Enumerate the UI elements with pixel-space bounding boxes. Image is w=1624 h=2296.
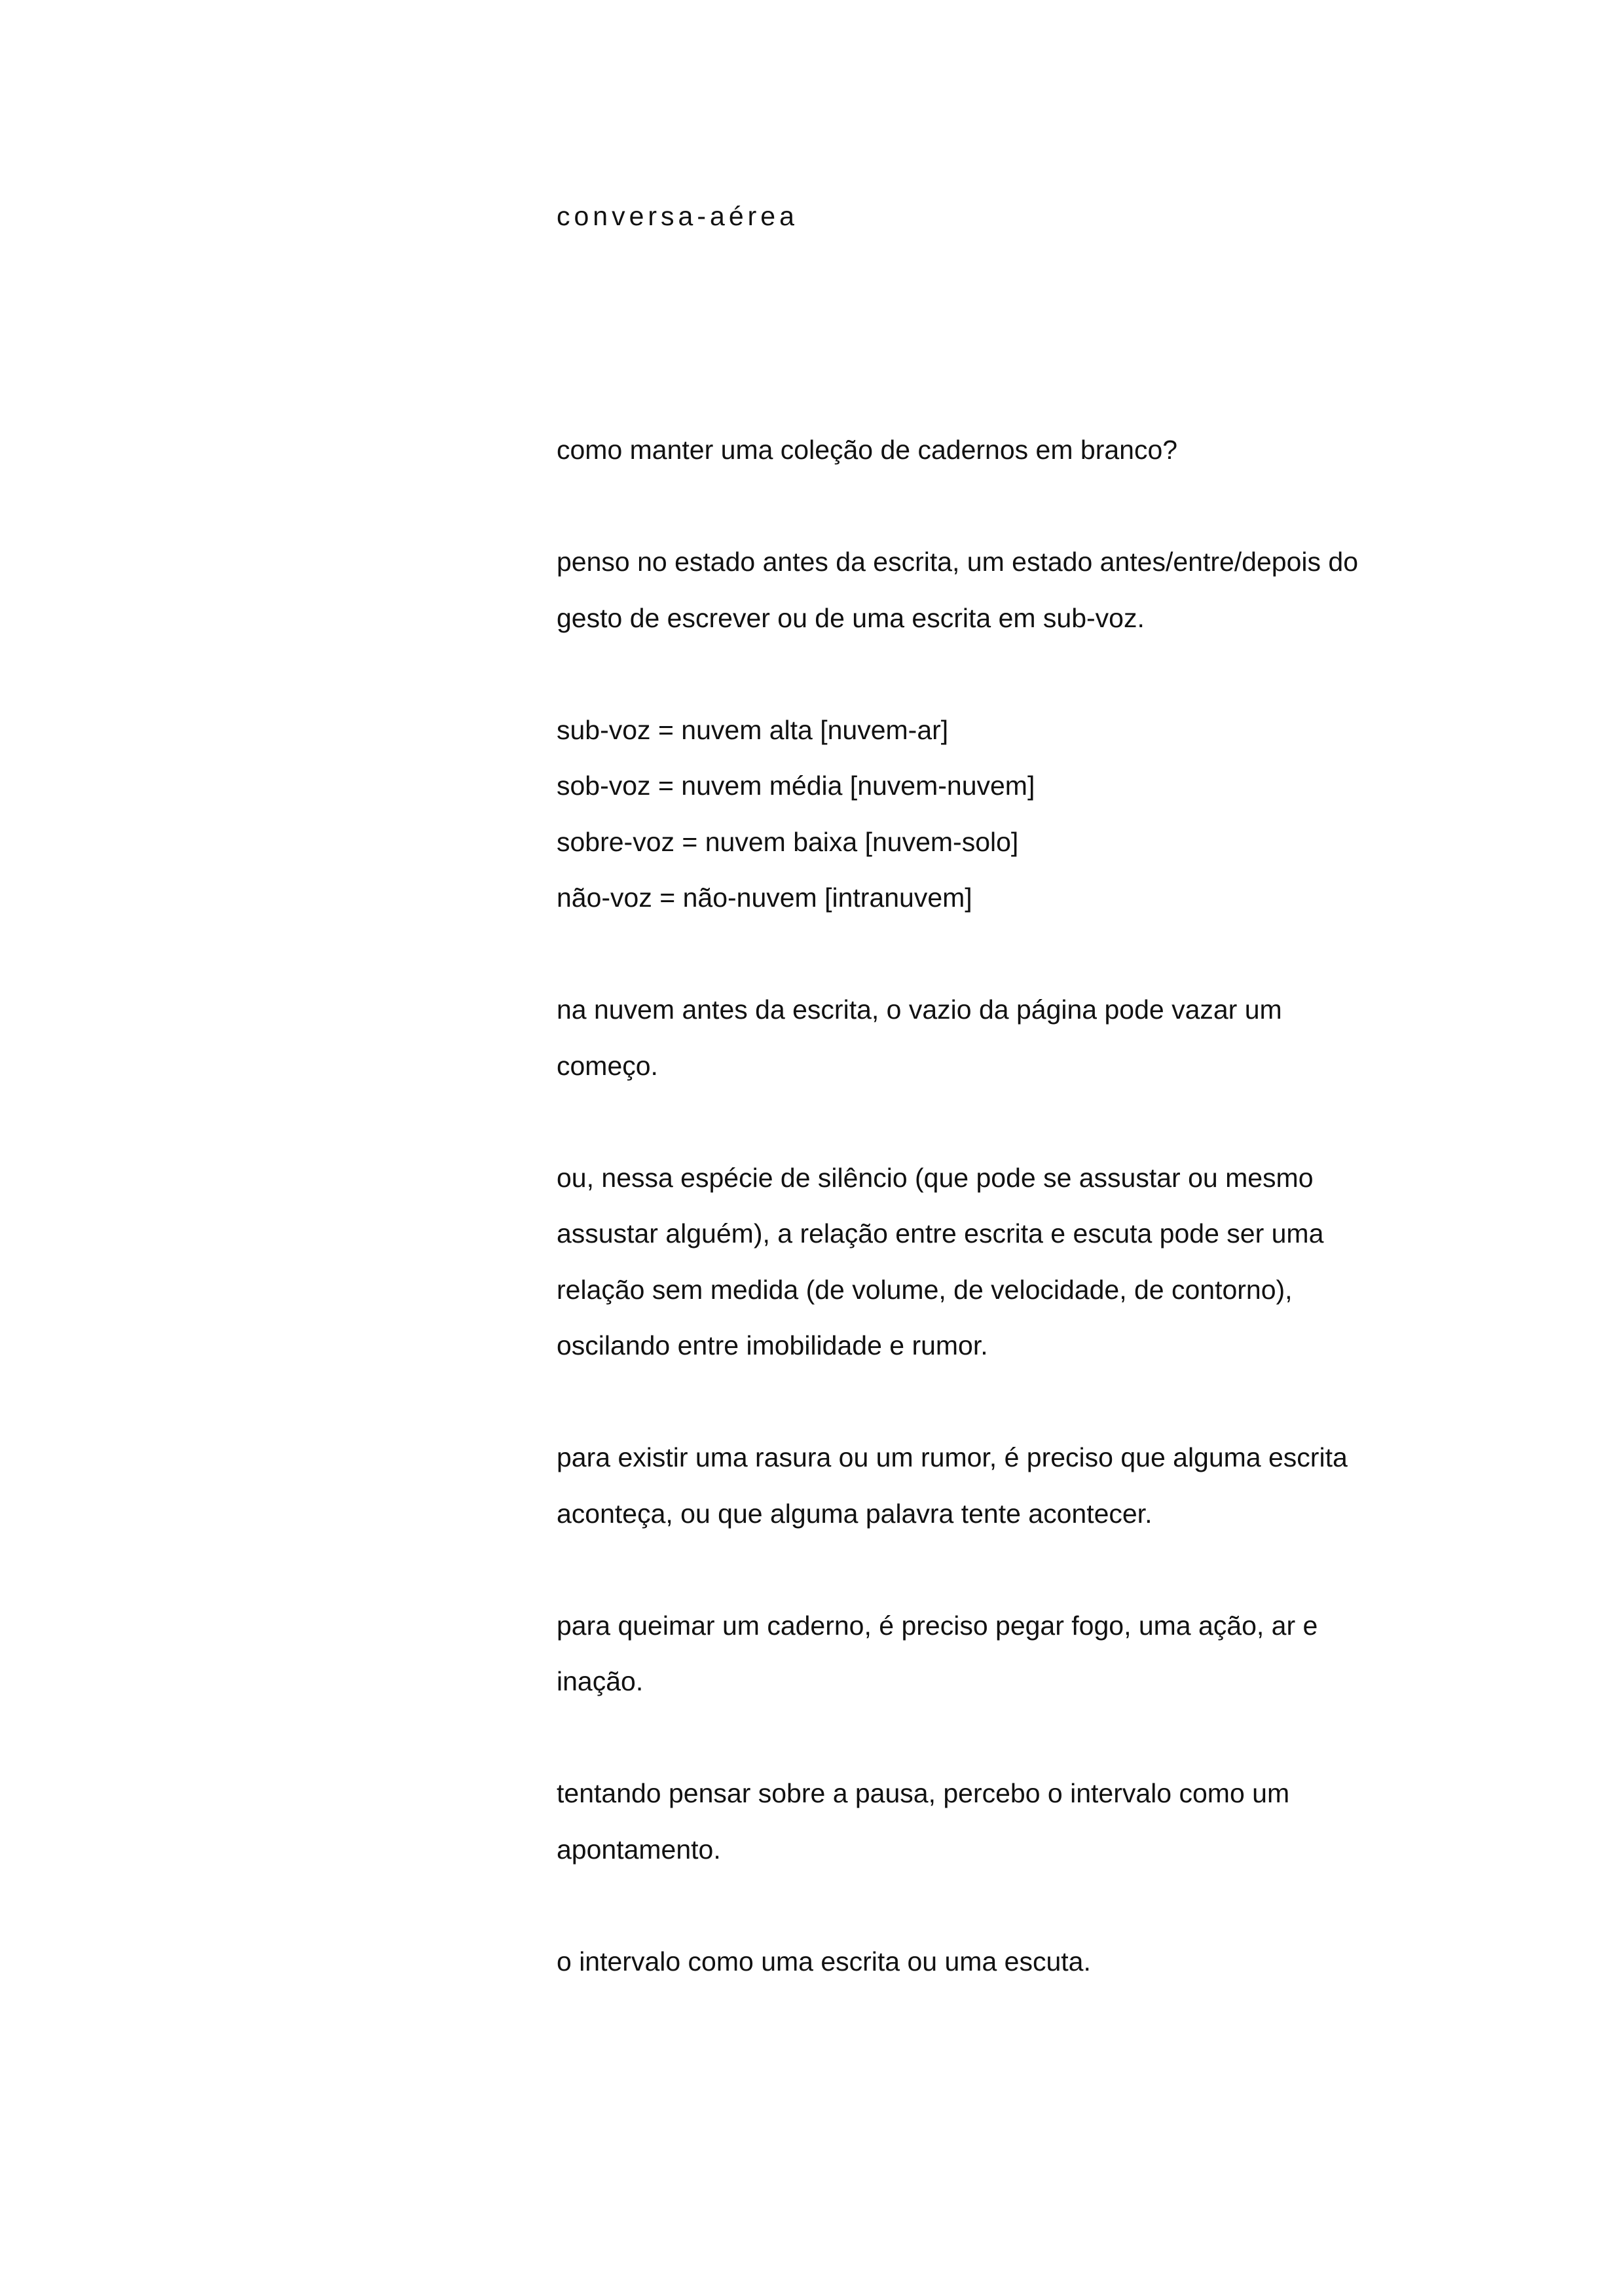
paragraph-5 [557,1150,1428,1374]
document-title: conversa-aérea [557,201,798,231]
text-line: como manter uma coleção de cadernos em branco? [557,435,1178,465]
text-line: para existir uma rasura ou um rumor, é preciso que alguma escrita [557,1442,1348,1472]
text-line: para queimar um caderno, é preciso pegar fogo, uma ação, ar e [557,1610,1318,1641]
text-line: ou, nessa espécie de silêncio (que pode se assustar ou mesmo [557,1162,1314,1193]
document-body [557,422,1428,2046]
text-line: sub-voz = nuvem alta [nuvem-ar] [557,714,949,745]
text-line: não-voz = não-nuvem [intranuvem] [557,883,972,913]
paragraph-6 [557,1430,1428,1542]
paragraph-2 [557,534,1428,646]
text-line: assustar alguém), a relação entre escrita e escuta pode ser uma [557,1218,1324,1248]
text-line: sob-voz = nuvem média [nuvem-nuvem] [557,771,1035,801]
text-line: tentando pensar sobre a pausa, percebo o intervalo como um [557,1778,1290,1808]
text-line: gesto de escrever ou de uma escrita em sub-voz. [557,602,1145,633]
text-line: sobre-voz = nuvem baixa [nuvem-solo] [557,826,1019,857]
text-line: começo. [557,1050,658,1081]
text-line: aconteça, ou que alguma palavra tente acontecer. [557,1498,1153,1529]
text-line: apontamento. [557,1834,721,1865]
paragraph-1 [557,422,1428,479]
paragraph-9 [557,1934,1428,1990]
text-line: o intervalo como uma escrita ou uma escuta. [557,1946,1091,1977]
text-line: relação sem medida (de volume, de velocidade, de contorno), [557,1274,1293,1305]
text-line: na nuvem antes da escrita, o vazio da página pode vazar um [557,994,1282,1025]
text-line: oscilando entre imobilidade e rumor. [557,1330,988,1360]
paragraph-8 [557,1766,1428,1878]
text-line: inação. [557,1666,644,1696]
paragraph-3 [557,702,1428,926]
text-line: penso no estado antes da escrita, um estado antes/entre/depois do [557,547,1358,577]
paragraph-7 [557,1598,1428,1710]
paragraph-4 [557,982,1428,1094]
